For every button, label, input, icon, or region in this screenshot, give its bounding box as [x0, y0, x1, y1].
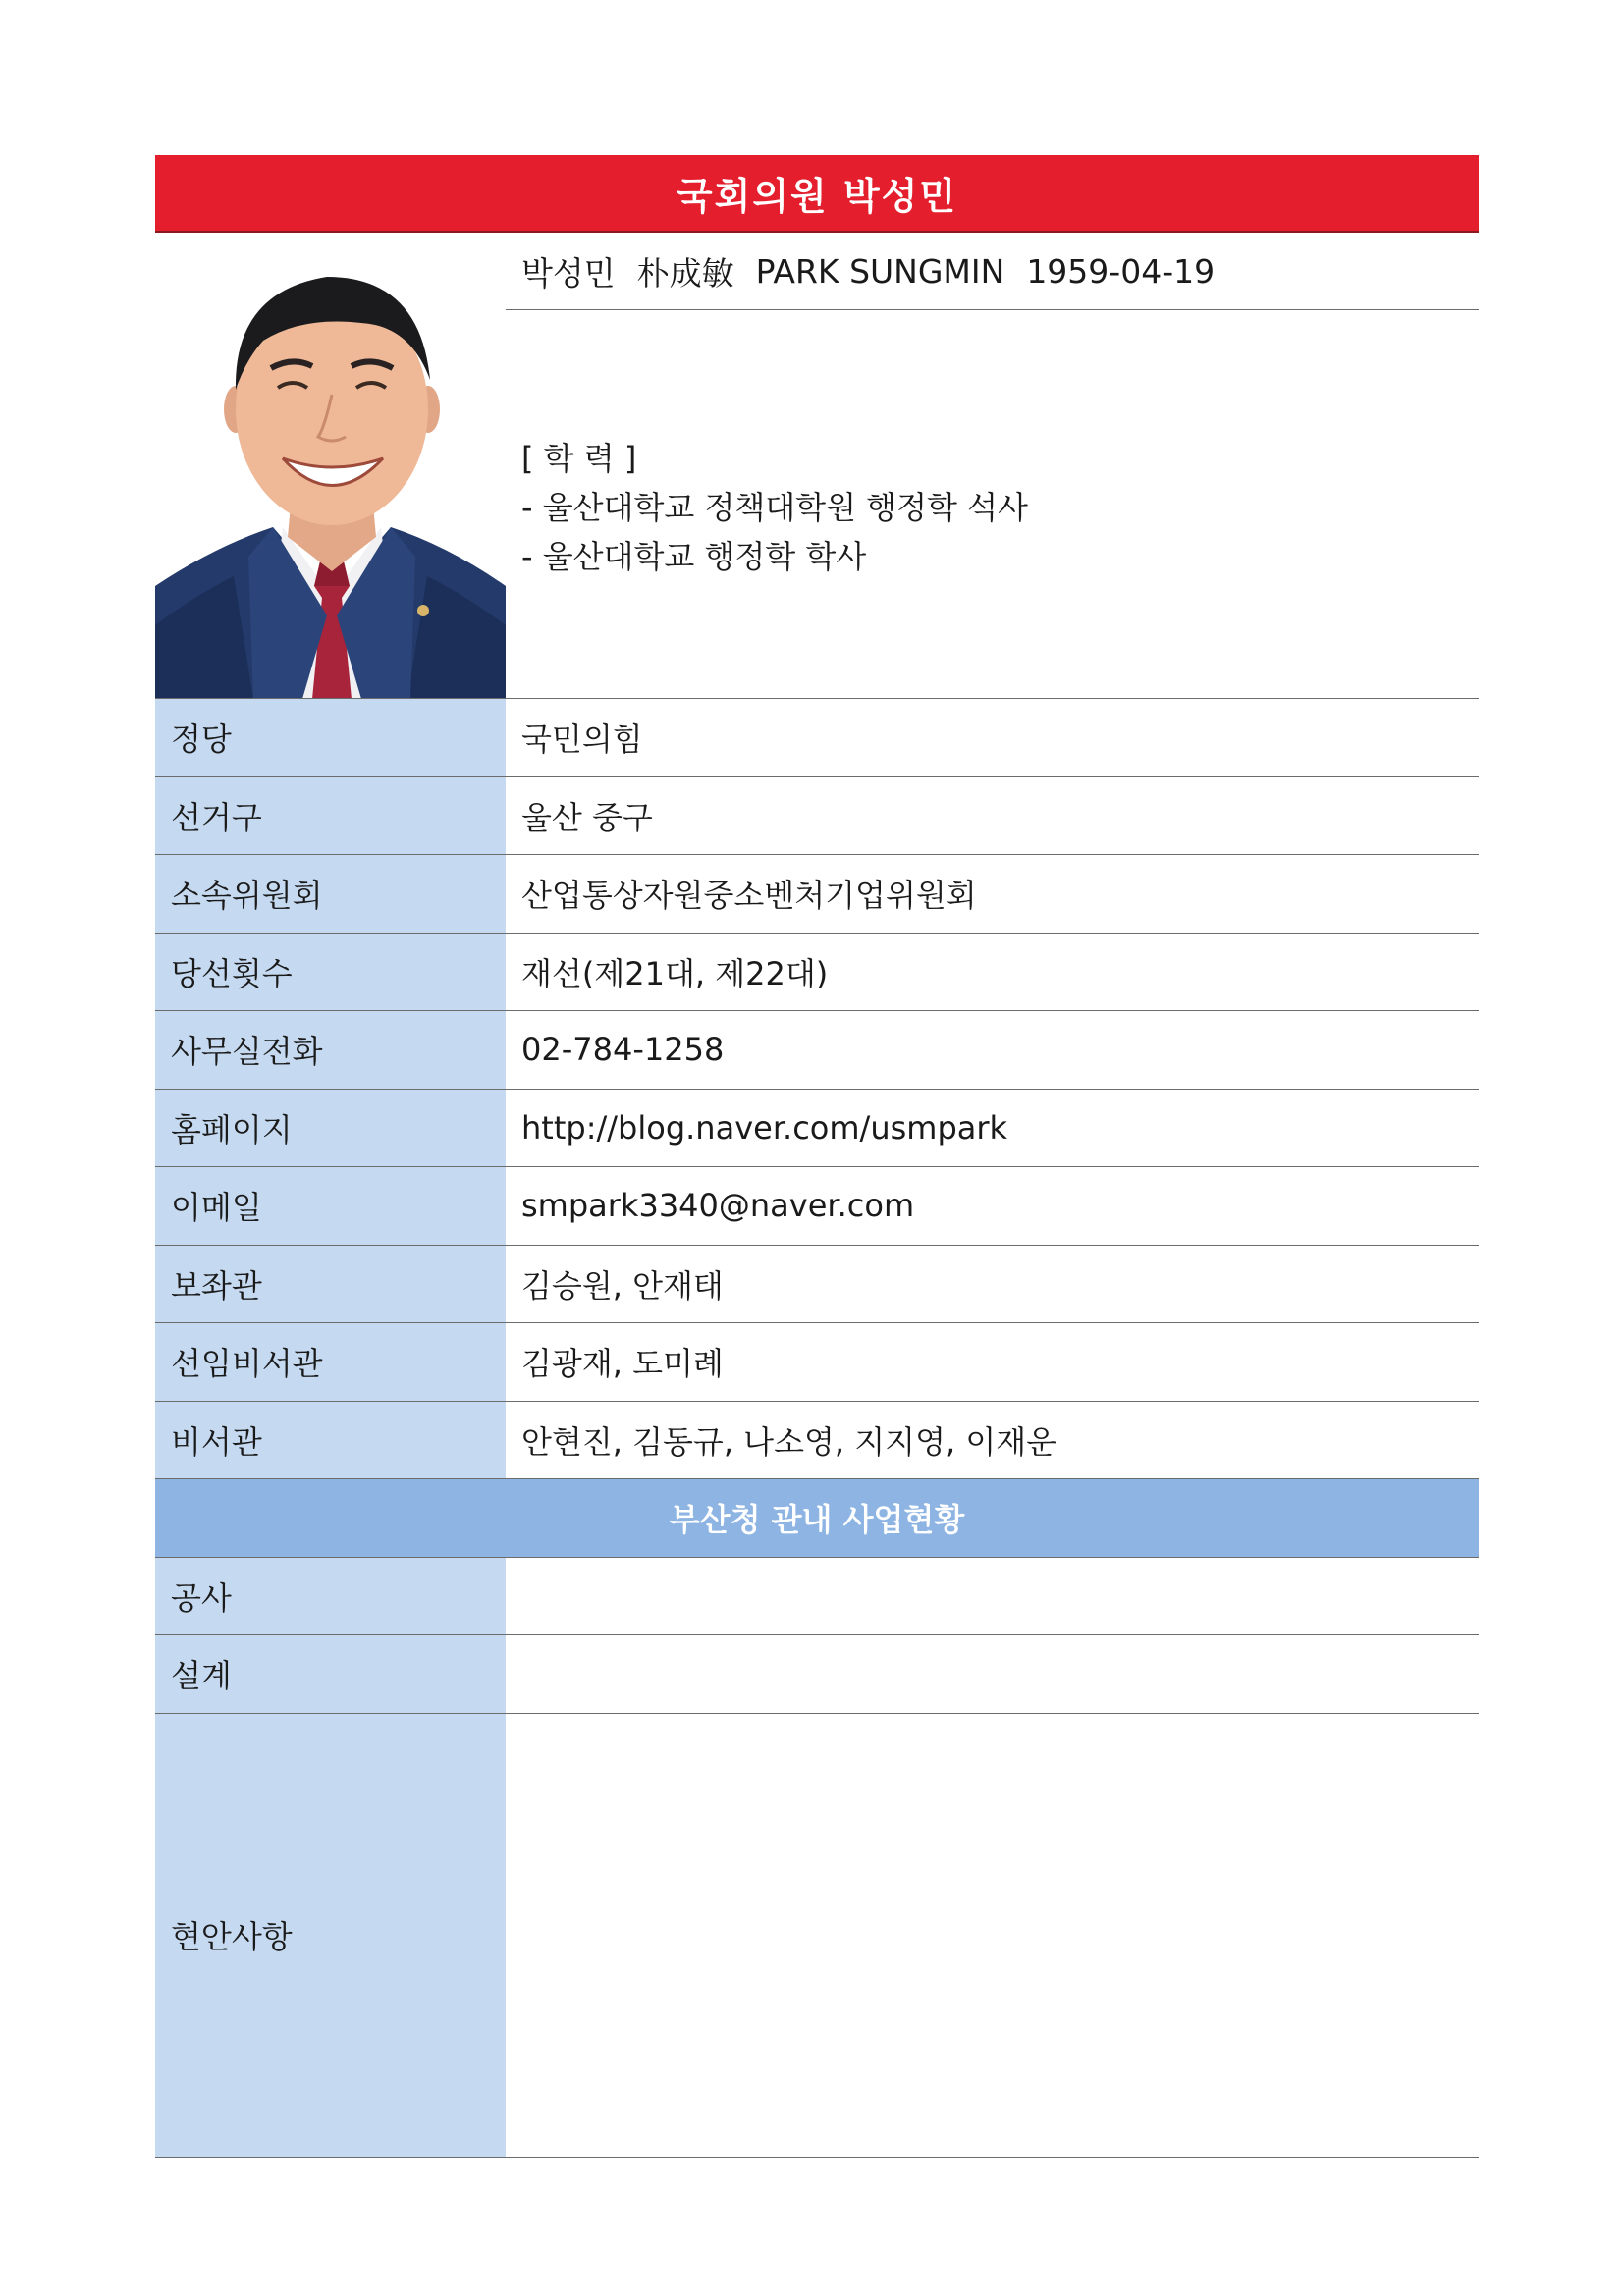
row-label: 이메일: [155, 1167, 506, 1245]
row-committee: [155, 855, 1479, 934]
row-value: 국민의힘: [521, 721, 643, 759]
row-value: 김승원, 안재태: [521, 1266, 724, 1305]
row-value: 02-784-1258: [521, 1031, 725, 1069]
row-value: 김광재, 도미례: [521, 1345, 724, 1383]
page-title: 국회의원 박성민: [155, 155, 1479, 233]
profile-info: [506, 233, 1479, 698]
row-office-phone: [155, 1011, 1479, 1090]
row-label: 선임비서관: [155, 1323, 506, 1401]
portrait-photo: [155, 233, 506, 698]
row-aides: [155, 1246, 1479, 1324]
row-label: 정당: [155, 699, 506, 776]
row-party: [155, 699, 1479, 777]
name-english: PARK SUNGMIN: [755, 251, 1005, 291]
row-value: 재선(제21대, 제22대): [521, 954, 829, 992]
row-homepage: [155, 1090, 1479, 1168]
education-item: - 울산대학교 행정학 학사: [521, 538, 867, 575]
birth-date: 1959-04-19: [1026, 251, 1216, 291]
row-label: 공사: [155, 1558, 506, 1635]
row-label: 홈페이지: [155, 1090, 506, 1167]
row-value: 산업통상자원중소벤처기업위원회: [521, 877, 977, 915]
row-value: [506, 1558, 1479, 1635]
row-label: 당선횟수: [155, 934, 506, 1011]
profile-sheet: [155, 155, 1479, 2158]
email-link[interactable]: smpark3340@naver.com: [521, 1187, 915, 1225]
education-item: - 울산대학교 정책대학원 행정학 석사: [521, 489, 1028, 526]
row-value: 울산 중구: [521, 798, 653, 836]
row-value: [506, 1714, 1479, 2157]
row-value: [506, 1635, 1479, 1713]
education-heading: [ 학 력 ]: [521, 440, 637, 477]
row-label: 소속위원회: [155, 855, 506, 933]
row-district: [155, 777, 1479, 856]
row-email: [155, 1167, 1479, 1246]
section-title: 부산청 관내 사업현황: [155, 1479, 1479, 1558]
education-block: [521, 434, 1028, 581]
row-label: 보좌관: [155, 1246, 506, 1323]
row-label: 현안사항: [155, 1714, 506, 2157]
row-secretaries: [155, 1402, 1479, 1480]
profile-block: [155, 233, 1479, 699]
row-design: [155, 1635, 1479, 1714]
name-hanja: 朴成敏: [636, 253, 734, 293]
homepage-link[interactable]: http://blog.naver.com/usmpark: [521, 1108, 1008, 1147]
row-senior-secretaries: [155, 1323, 1479, 1402]
name-korean: 박성민: [521, 253, 616, 293]
name-line: [506, 233, 1479, 310]
row-construction: [155, 1558, 1479, 1636]
row-pending-issues: [155, 1714, 1479, 2158]
row-label: 선거구: [155, 777, 506, 855]
row-terms: [155, 934, 1479, 1012]
row-value: 안현진, 김동규, 나소영, 지지영, 이재운: [521, 1422, 1057, 1461]
row-label: 사무실전화: [155, 1011, 506, 1089]
row-label: 설계: [155, 1635, 506, 1713]
row-label: 비서관: [155, 1402, 506, 1479]
